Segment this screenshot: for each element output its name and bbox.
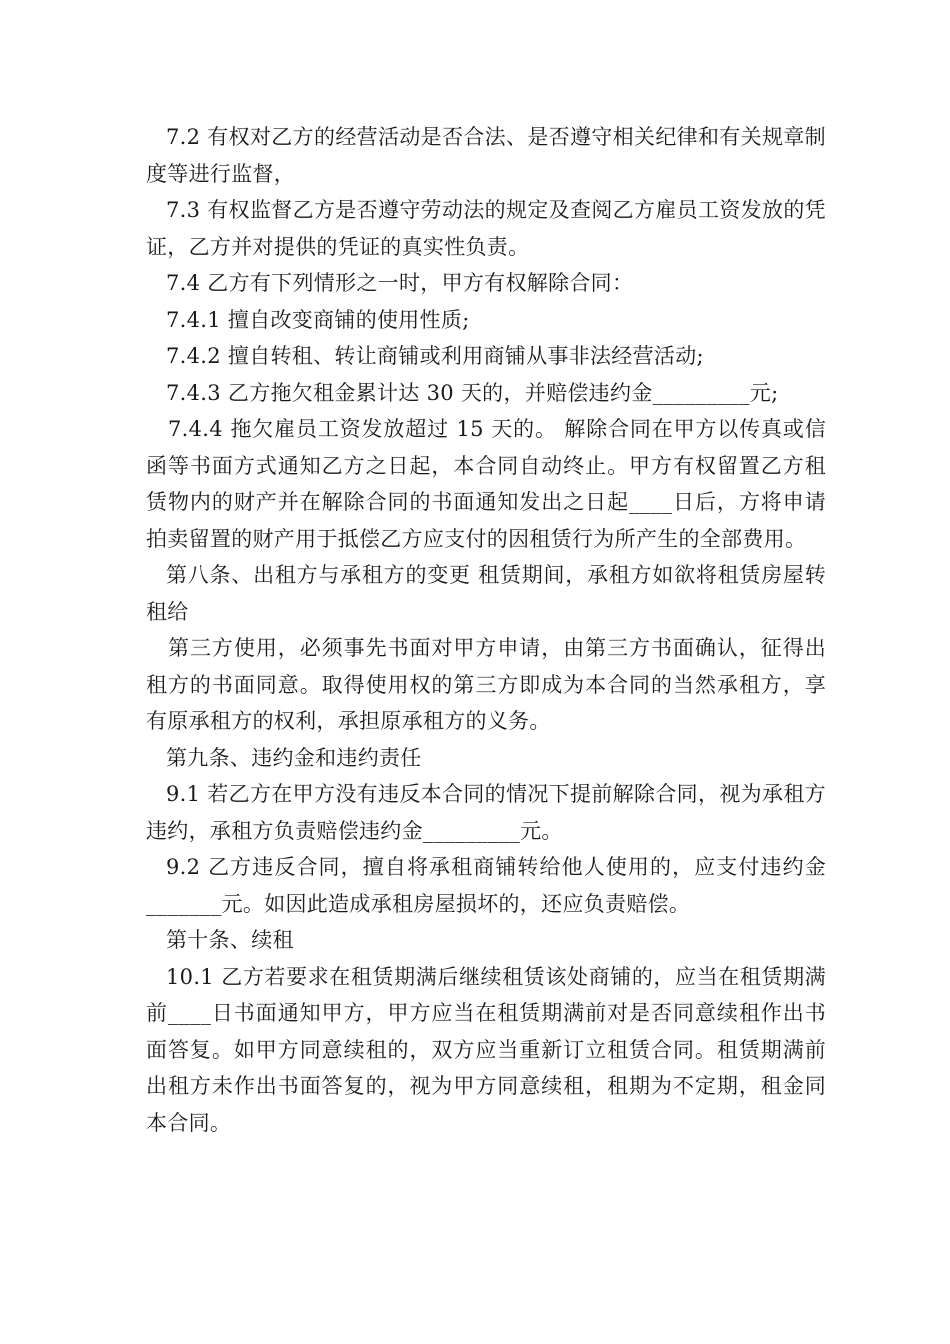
paragraph-article-8-cont: 第三方使用，必须事先书面对甲方申请，由第三方书面确认，征得出租方的书面同意。取得使用权的第三方即成为本合同的当然承租方，享有原承租方的权利，承担原承租方的义务。: [146, 636, 826, 733]
paragraph-article-10: 第十条、续租: [166, 928, 294, 952]
paragraph-7-2: 7.2 有权对乙方的经营活动是否合法、是否遵守相关纪律和有关规章制度等进行监督，: [146, 125, 826, 186]
paragraph-7-4-2: 7.4.2 擅自转租、转让商铺或利用商铺从事非法经营活动;: [166, 344, 704, 368]
paragraph-7-4-3: 7.4.3 乙方拖欠租金累计达 30 天的，并赔偿违约金_________元;: [166, 380, 779, 405]
paragraph-9-2: 9.2 乙方违反合同，擅自将承租商铺转给他人使用的，应支付违约金_______元。如因此造成承租房屋损坏的，还应负责赔偿。: [146, 855, 826, 916]
paragraph-7-3: 7.3 有权监督乙方是否遵守劳动法的规定及查阅乙方雇员工资发放的凭证，乙方并对提供的凭证的真实性负责。: [146, 198, 826, 259]
document-body: [146, 119, 826, 1141]
paragraph-article-9: 第九条、违约金和违约责任: [166, 745, 422, 770]
paragraph-7-4: 7.4 乙方有下列情形之一时，甲方有权解除合同：: [166, 271, 634, 295]
paragraph-7-4-1: 7.4.1 擅自改变商铺的使用性质;: [166, 307, 470, 332]
paragraph-article-8: 第八条、出租方与承租方的变更 租赁期间，承租方如欲将租赁房屋转租给: [146, 563, 826, 624]
paragraph-10-1: 10.1 乙方若要求在租赁期满后继续租赁该处商铺的，应当在租赁期满前____日书面通知甲方，甲方应当在租赁期满前对是否同意续租作出书面答复。如甲方同意续租的，双方应当重新订立租赁合同。租赁期满前出租方未作出书面答复的，视为甲方同意续租，租期为不定期，租金同本合同。: [146, 964, 826, 1135]
paragraph-7-4-4: 7.4.4 拖欠雇员工资发放超过 15 天的。 解除合同在甲方以传真或信函等书面方式通知乙方之日起，本合同自动终止。甲方有权留置乙方租赁物内的财产并在解除合同的书面通知发出之日起____日后，方将申请拍卖留置的财产用于抵偿乙方应支付的因租赁行为所产生的全部费用。: [146, 417, 826, 551]
paragraph-9-1: 9.1 若乙方在甲方没有违反本合同的情况下提前解除合同，视为承租方违约，承租方负责赔偿违约金_________元。: [146, 782, 826, 843]
